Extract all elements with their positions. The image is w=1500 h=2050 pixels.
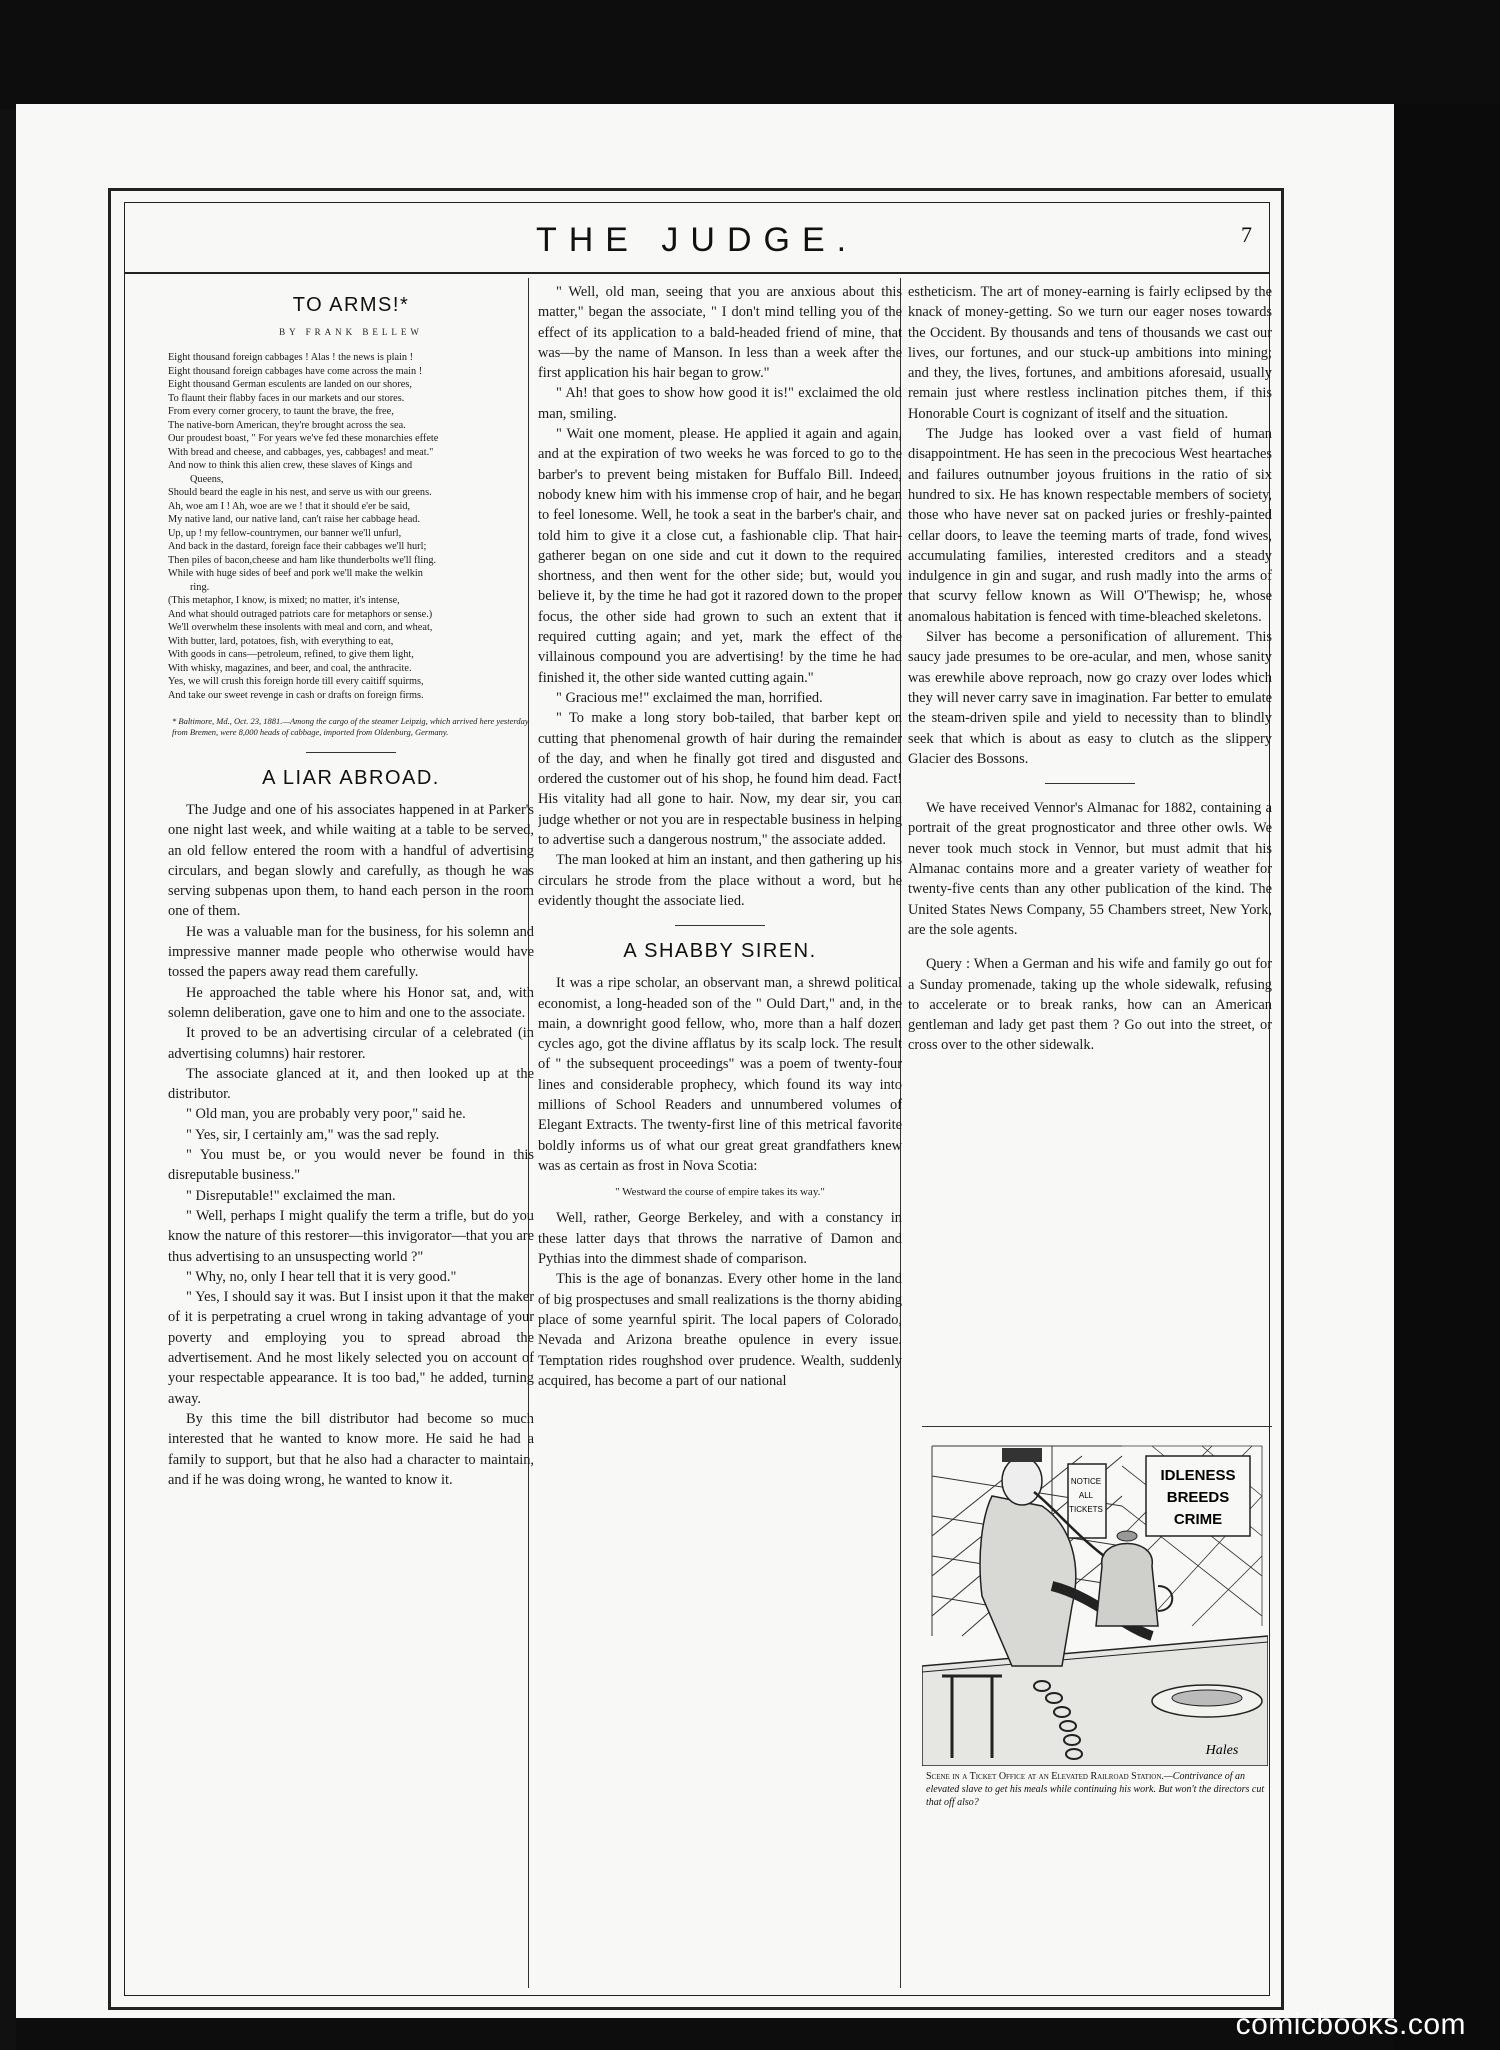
poem-line: Eight thousand German esculents are landed on our shores, [168,379,412,390]
paragraph: This is the age of bonanzas. Every other home in the land of big prospectuses and small realizations is the thorny abiding place of some yearnful spirit. The local papers of Colorado, Nevada and Arizona breathe opulence in every issue. Temptation rides roughshod over prudence. Wealth, suddenly acquired, has become a part of our national [538,1271,902,1389]
poem-line: And what should outraged patriots care for metaphors or sense.) [168,608,433,620]
scan-border-right [1394,104,1500,2050]
poem-line: Should beard the eagle in his nest, and serve us with our greens. [168,487,432,498]
site-watermark: comicbooks.com [1235,2008,1466,2041]
paragraph: " You must be, or you would never be found in this disreputable business." [168,1147,534,1184]
masthead [124,210,1270,270]
cartoon-drawing [922,1436,1268,1766]
notice-sign-line-1: NOTICE [1070,1477,1102,1486]
poem-line: To flaunt their flabby faces in our markets and our stores. [168,392,405,404]
poem-line: Yes, we will crush this foreign horde till every caitiff squirms, [168,676,424,687]
masthead-title: THE JUDGE. [535,221,859,259]
page-number: 7 [1241,222,1252,247]
poem-line: With bread and cheese, and cabbages, yes, cabbages! and meat." [168,446,434,458]
paragraph: " Ah! that goes to show how good it is!" exclaimed the old man, smiling. [538,385,902,422]
paragraph: " Yes, sir, I certainly am," was the sad reply. [186,1126,440,1143]
paragraph: It was a ripe scholar, an observant man, a shrewd political economist, a long-headed son of the " Ould Dart," and, in the main, a downright good fellow, who, more than a half dozen cycles ago, got the divine afflatus by its scalp lock. The result of " the subsequent proceedings" was a poem of twenty-four lines and considerable prophecy, which found its way into millions of School Readers and unnumbered volumes of Elegant Extracts. The twenty-first line of this metrical favorite boldly informs us of what our great great grandfathers knew was as certain as frost in Nova Scotia: [538,975,902,1174]
poem-line: Then piles of bacon,cheese and ham like thunderbolts we'll fling. [168,554,437,566]
paragraph: He was a valuable man for the business, for his solemn and impressive manner made people who otherwise would have tossed the papers away read them carefully. [168,923,534,981]
query-paragraph: Query : When a German and his wife and family go out for a Sunday promenade, taking up the whole sidewalk, refusing to accelerate or to break ranks, how can an American gentleman and lady get past them ? Go out into the street, or cross over to the other sidewalk. [908,956,1272,1054]
poem-line: We'll overwhelm these insolents with meal and corn, and wheat, [168,622,433,633]
poem-line: ring. [190,581,210,593]
poem-line: Eight thousand foreign cabbages have come across the main ! [168,365,423,377]
paragraph: " Well, perhaps I might qualify the term a trifle, but do you know the nature of this restorer—this invigorator—that you are thus advertising to an unsuspecting world ?" [168,1207,534,1265]
article-title-shabby-siren: A SHABBY SIREN. [623,940,817,963]
poem-line: With goods in cans—petroleum, refined, to give them light, [168,649,414,660]
paragraph: The associate glanced at it, and then looked up at the distributor. [168,1065,534,1103]
paragraph: The Judge and one of his associates happened in at Parker's one night last week, and while waiting at a table to be served, an old fellow entered the room with a handful of advertising circulars, and began slowly and carefully, as though he was serving subpenas upon them, to hand each person in the room one of them. [168,802,534,920]
poem-line: And take our sweet revenge in cash or drafts on foreign firms. [168,689,424,701]
poem-line: With butter, lard, potatoes, fish, with everything to eat, [168,635,394,647]
paragraph: The man looked at him an instant, and then gathering up his circulars he strode from the place without a word, but he evidently thought the associate lied. [538,852,902,909]
paragraph: Silver has become a personification of allurement. This saucy jade presumes to be ore-acular, and men, whose sanity was erewhile above reproach, now go crazy over lodes which they will never carry save in imagination. Far better to emulate the steam-driven spile and yield to necessity than to blindly seek that which is about as easy to clutch as the slippery Glacier des Bossons. [908,629,1272,767]
article-body-shabby-siren [538,973,902,1176]
paragraph: " Yes, I should say it was. But I insist upon it that the maker of it is perpetrating a cruel wrong in taking advantage of your poverty and employing you to spread abroad the advertisement. And he most likely selected you on account of your respectable appearance. It is too bad," he added, turning away. [168,1289,534,1407]
paragraph: " Why, no, only I hear tell that it is very good." [186,1268,457,1285]
poem-line: (This metaphor, I know, is mixed; no matter, it's intense, [168,595,400,606]
poem [168,351,534,702]
paragraph: " Old man, you are probably very poor," said he. [186,1106,466,1123]
poem-line: My native land, our native land, can't raise her cabbage head. [168,514,421,525]
paragraph: He approached the table where his Honor sat, and, with solemn deliberation, gave one to him and one to the associate. [168,984,534,1021]
cartoon-illustration [922,1436,1268,1766]
artist-signature: Hales [1205,1743,1239,1758]
notice-sign-line-2: ALL [1078,1491,1094,1500]
poem-line: Up, up ! my fellow-countrymen, our banner we'll unfurl, [168,527,402,539]
poem-line: And now to think this alien crew, these slaves of Kings and [168,460,413,471]
caption-text: —Contrivance of an elevated slave to get his meals while continuing his work. But won't the directors cut that off also? [926,1771,1265,1808]
section-divider [675,925,765,926]
article-body-liar-abroad [168,800,534,1490]
scan-border-top [0,0,1500,110]
poem-line: Queens, [190,473,224,485]
paragraph: " Gracious me!" exclaimed the man, horrified. [556,689,823,706]
paragraph: The Judge has looked over a vast field of human disappointment. He has seen in the precocious West heartaches and failures outnumber joyous fruitions in the ratio of six hundred to six. He has known respectable members of society, those who have never sat on packed juries or freshly-painted cellar doors, to leave the teeming marts of trade, fond wives, accumulating families, interested creditors and a steady indulgence in gin and sugar, and rush madly into the arms of that scurvy fellow known as Will O'Thewisp; he, whose anomalous habitation is fenced with time-bleached skeletons. [908,426,1272,625]
paragraph: By this time the bill distributor had become so much interested that he wanted to know more. He said he had a family to support, but that he also had a character to maintain, and if he was doing wrong, he wanted to know it. [168,1410,534,1488]
article-body-liar-abroad-cont [538,282,902,911]
notice-sign-line-3: TICKETS [1069,1505,1103,1514]
column-1 [168,282,534,1972]
paragraph: " Wait one moment, please. He applied it again and again, and at the expiration of two weeks he was forced to go to the barber's to prevent being mistaken for Buffalo Bill. Indeed, nobody knew him with his immense crop of hair, and he began to feel lonesome. Well, he took a seat in the barber's chair, and told him to give it a close cut, a fashionable clip. That hair-gatherer began on one side and cut it down to the required shortness, and then went for the other side; but, would you believe it, by the time he had got it razored down to the proper focus, the other side had grown to such an extent that it required cutting again; and yet, mark the effect of the villainous compound you are advertising! by the time he had finished it, the other side wanted cutting again." [538,426,902,686]
article-body-shabby-siren-cont [538,1208,902,1391]
paragraph: " To make a long story bob-tailed, that barber kept on cutting that phenomenal growth of hair during the remainder of the day, and when he finally got tired and disgusted and ordered the customer out of his shop, he found him dead. Fact! His vitality had all gone to hair. Now, my dear sir, you can judge whether or not you are in respectable business in helping to advertise such a dangerous nostrum," the associate added. [538,710,902,849]
poem-line: Ah, woe am I ! Ah, woe are we ! that it should e'er be said, [168,500,411,512]
caption-lead: Scene in a Ticket Office at an Elevated Railroad Station. [926,1771,1164,1782]
article-body-shabby-siren-end [908,282,1272,769]
poem-line: And back in the dastard, foreign face their cabbages we'll hurl; [168,541,427,552]
poem-line: Our proudest boast, " For years we've fed these monarchies effete [168,433,439,444]
poem-title: TO ARMS!* [292,294,410,316]
poem-byline: BY FRANK BELLEW [279,327,423,337]
cartoon-caption [926,1770,1266,1809]
idleness-sign-line-2: BREEDS [1166,1489,1230,1506]
section-divider [1045,783,1135,784]
paragraph: " Well, old man, seeing that you are anxious about this matter," began the associate, " I don't mind telling you of the effect of its application to a bald-headed friend of mine, that was—by the name of Manson. In less than a week after the first application his hair began to grow." [538,284,902,382]
paragraph: It proved to be an advertising circular of a celebrated (in advertising columns) hair restorer. [168,1025,534,1062]
poem-line: From every corner grocery, to taunt the brave, the free, [168,406,394,417]
cartoon-rule [922,1426,1272,1427]
column-2 [538,282,902,1972]
section-divider [306,752,396,753]
poem-line: The native-born American, they're brought across the sea. [168,419,406,431]
paragraph: " Disreputable!" exclaimed the man. [186,1187,396,1204]
poem-footnote: * Baltimore, Md., Oct. 23, 1881.—Among the cargo of the steamer Leipzig, which arrived here yesterday from Bremen, were 8,000 heads of cabbage, imported from Oldenburg, Germany. [172,716,529,737]
vennor-paragraph: We have received Vennor's Almanac for 1882, containing a portrait of the great prognosticator and three other owls. We never took much stock in Vennor, but must admit that his Almanac contains more and a greater variety of weather for twenty-five cents than any other publication of the kind. The United States News Company, 55 Chambers street, New York, are the sole agents. [908,800,1272,938]
scan-border-left [0,110,16,2050]
poem-line: With whisky, magazines, and beer, and coal, the anthracite. [168,662,412,674]
idleness-sign-line-3: CRIME [1173,1511,1223,1528]
poem-line: While with huge sides of beef and pork we'll make the welkin [168,568,423,579]
masthead-rule [124,272,1270,274]
article-title-liar-abroad: A LIAR ABROAD. [262,767,440,789]
berkeley-quote: " Westward the course of empire takes its way." [615,1186,825,1199]
idleness-sign-line-1: IDLENESS [1160,1467,1236,1484]
paragraph: Well, rather, George Berkeley, and with a constancy in these latter days that throws the narrative of Damon and Pythias into the dimmest shade of comparison. [538,1210,902,1268]
paragraph: estheticism. The art of money-earning is fairly eclipsed by the knack of money-getting. So we turn our eager noses towards the Occident. By thousands and tens of thousands we cast our lives, our fortunes, and our stuck-up ambitions into mining; and they, the lives, fortunes, and ambitions aforesaid, usually remain just where restless inclination pitches them, if this Honorable Court is cognizant of itself and the situation. [908,284,1272,422]
poem-line: Eight thousand foreign cabbages ! Alas ! the news is plain ! [168,352,414,363]
